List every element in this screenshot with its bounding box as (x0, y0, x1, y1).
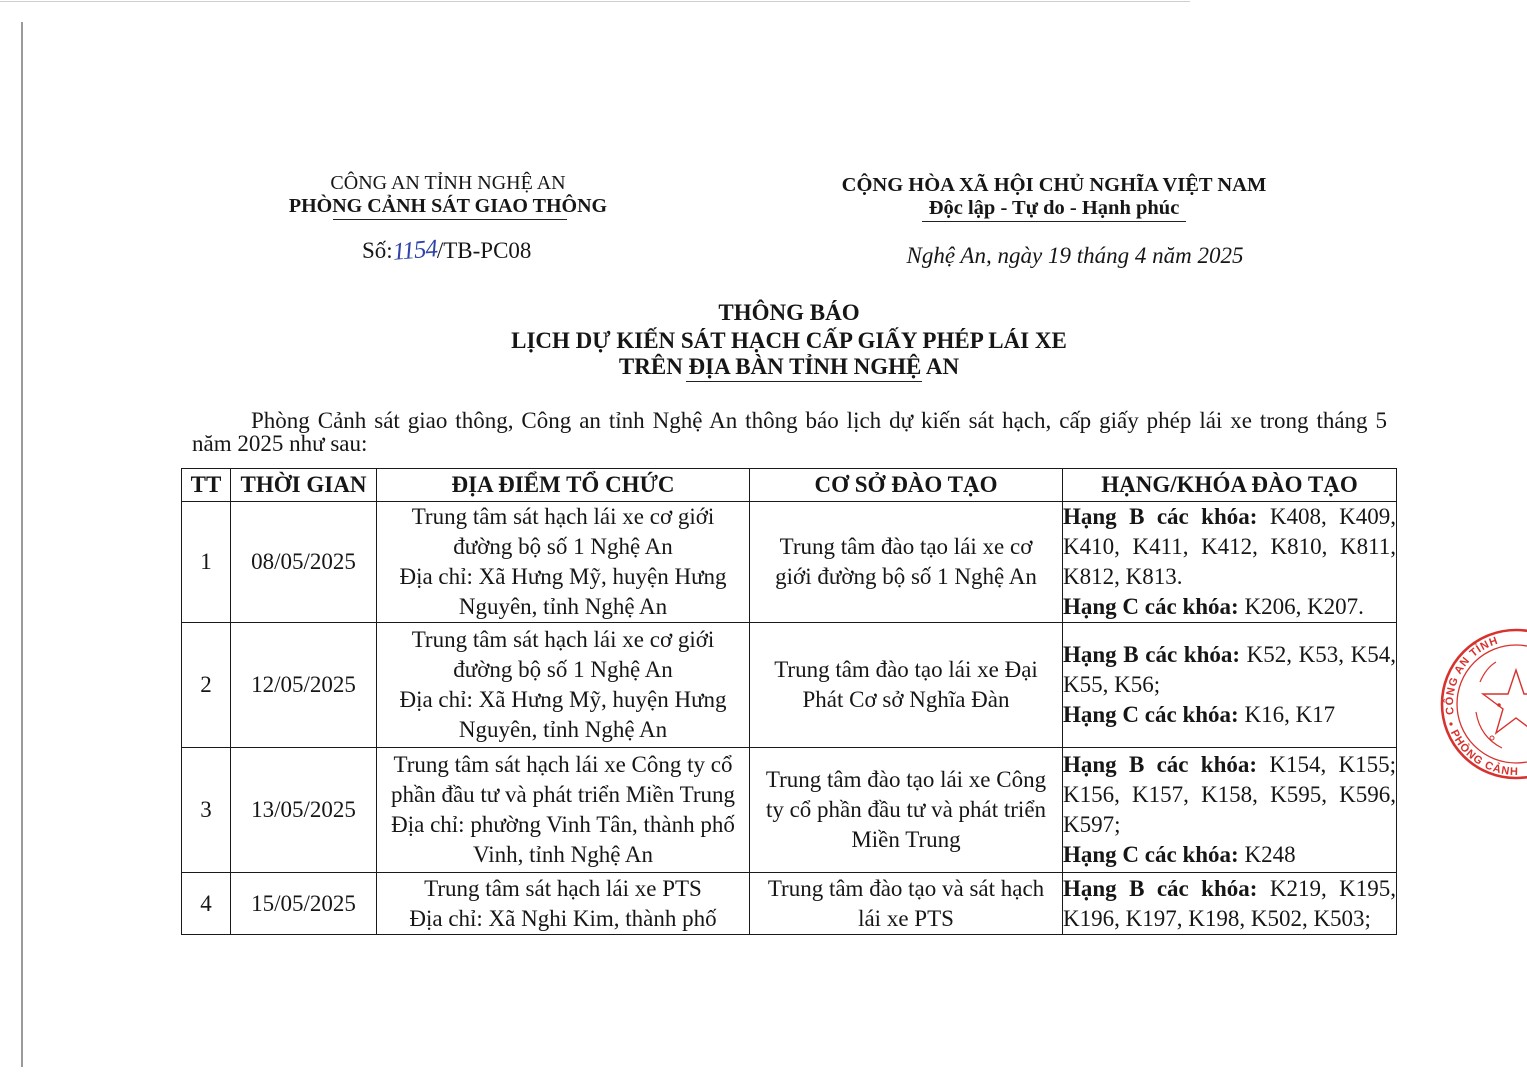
document-number-suffix: /TB-PC08 (436, 238, 532, 263)
grade-courses: K52, K53, K54, K55, K56; (1063, 642, 1396, 697)
table-row (182, 502, 1397, 623)
document-number (362, 236, 531, 266)
header-time: THỜI GIAN (231, 469, 377, 502)
seal-dot (1449, 722, 1452, 725)
cell-tt: 3 (182, 748, 231, 873)
table-row (182, 623, 1397, 748)
training-center-line: lái xe PTS (858, 905, 954, 931)
document-type-title: THÔNG BÁO (718, 300, 860, 325)
cell-location (377, 502, 750, 623)
table-row (182, 873, 1397, 935)
training-center-line: giới đường bộ số 1 Nghệ An (775, 564, 1037, 589)
grade-entry (1063, 502, 1396, 592)
document-title-line-2: LỊCH DỰ KIẾN SÁT HẠCH CẤP GIẤY PHÉP LÁI XE (511, 328, 1067, 353)
agency-name: CÔNG AN TỈNH NGHỆ AN (330, 172, 566, 194)
grade-entry (1063, 750, 1396, 840)
cell-location (377, 748, 750, 873)
grade-label: Hạng B các khóa: (1063, 875, 1258, 901)
training-center-line: Trung tâm đào tạo lái xe Đại (774, 657, 1038, 682)
grade-label: Hạng C các khóa: (1063, 594, 1239, 619)
location-line: Trung tâm sát hạch lái xe Công ty cổ (393, 752, 733, 777)
intro-line-2: năm 2025 như sau: (192, 431, 368, 456)
intro-line-1: Phòng Cảnh sát giao thông, Công an tỉnh Nghệ An thông báo lịch dự kiến sát hạch, cấp giấy phép lái xe trong tháng 5 (251, 408, 1387, 433)
grade-entry (1063, 592, 1396, 622)
grade-courses: K219, K195, K196, K197, K198, K502, K503; (1063, 875, 1396, 931)
location-line: Trung tâm sát hạch lái xe cơ giới (411, 627, 715, 652)
handwritten-number: 1154 (391, 235, 438, 266)
official-seal (1436, 612, 1527, 792)
training-center-line: Trung tâm đào tạo lái xe cơ (779, 534, 1033, 559)
cell-tt: 1 (182, 502, 231, 623)
seal-wreath (1480, 662, 1496, 682)
motto-underline (922, 221, 1186, 222)
location-line: đường bộ số 1 Nghệ An (453, 534, 673, 559)
cell-grades (1063, 623, 1397, 748)
grade-courses: K154, K155; K156, K157, K158, K595, K596, K597; (1063, 752, 1396, 837)
grade-entry (1063, 874, 1396, 934)
training-center-line: Trung tâm đào tạo lái xe Công (765, 767, 1047, 792)
location-line: Trung tâm sát hạch lái xe PTS (424, 875, 702, 901)
location-line: Nguyên, tỉnh Nghệ An (458, 594, 668, 619)
cell-location (377, 873, 750, 935)
location-line: Địa chỉ: Xã Hưng Mỹ, huyện Hưng (399, 564, 727, 589)
grade-entry (1063, 640, 1396, 700)
grade-courses: K16, K17 (1244, 702, 1336, 727)
seal-star-emblem (1483, 670, 1527, 733)
document-title-line-3: TRÊN ĐỊA BÀN TỈNH NGHỆ AN (618, 354, 960, 379)
seal-top-text-path: CÔNG AN TỈNH (1443, 634, 1501, 716)
grade-entry (1063, 700, 1396, 730)
national-motto: Độc lập - Tự do - Hạnh phúc (928, 197, 1180, 219)
grade-label: Hạng B các khóa: (1063, 642, 1241, 667)
cell-training-center (750, 748, 1063, 873)
schedule-table (181, 468, 1397, 935)
seal-ornament (1490, 736, 1494, 740)
grade-courses: K248 (1244, 842, 1296, 867)
training-center-line: Trung tâm đào tạo và sát hạch (767, 875, 1045, 901)
seal-wreath (1476, 712, 1502, 748)
grade-label: Hạng C các khóa: (1063, 842, 1239, 867)
grade-entry (1063, 840, 1396, 870)
table-row (182, 748, 1397, 873)
location-line: Trung tâm sát hạch lái xe cơ giới (411, 504, 715, 529)
seal-top-text (1443, 635, 1500, 716)
document-number-prefix: Số: (362, 238, 393, 263)
place-date: Nghệ An, ngày 19 tháng 4 năm 2025 (906, 243, 1244, 268)
training-center-line: Miền Trung (851, 827, 961, 852)
cell-grades (1063, 502, 1397, 623)
location-line: Địa chỉ: Xã Nghi Kim, thành phố (409, 905, 717, 931)
header-grades: HẠNG/KHÓA ĐÀO TẠO (1063, 469, 1397, 502)
cell-date: 15/05/2025 (231, 873, 377, 935)
seal-bottom-text-path: PHÒNG CẢNH (1447, 727, 1519, 779)
cell-date: 08/05/2025 (231, 502, 377, 623)
table-header-row (182, 469, 1397, 502)
grade-label: Hạng C các khóa: (1063, 702, 1239, 727)
seal-graphic (1436, 612, 1527, 792)
title-underline (686, 381, 922, 382)
cell-date: 12/05/2025 (231, 623, 377, 748)
cell-tt: 4 (182, 873, 231, 935)
cell-date: 13/05/2025 (231, 748, 377, 873)
location-line: Vinh, tỉnh Nghệ An (472, 842, 654, 867)
training-center-line: Phát Cơ sở Nghĩa Đàn (802, 687, 1010, 712)
grade-label: Hạng B các khóa: (1063, 752, 1258, 777)
cell-training-center (750, 873, 1063, 935)
department-underline (333, 219, 567, 220)
location-line: Địa chỉ: Xã Hưng Mỹ, huyện Hưng (399, 687, 727, 712)
location-line: đường bộ số 1 Nghệ An (453, 657, 673, 682)
training-center-line: ty cổ phần đầu tư và phát triển (765, 797, 1047, 822)
grade-label: Hạng B các khóa: (1063, 504, 1258, 529)
header-tt: TT (182, 469, 231, 502)
cell-grades (1063, 873, 1397, 935)
location-line: Nguyên, tỉnh Nghệ An (458, 717, 668, 742)
department-name: PHÒNG CẢNH SÁT GIAO THÔNG (288, 195, 608, 217)
location-line: phần đầu tư và phát triển Miền Trung (390, 782, 735, 807)
cell-training-center (750, 502, 1063, 623)
scan-edge-left (21, 22, 23, 1067)
country-name: CỘNG HÒA XÃ HỘI CHỦ NGHĨA VIỆT NAM (841, 174, 1267, 196)
cell-training-center (750, 623, 1063, 748)
grade-courses: K206, K207. (1244, 594, 1364, 619)
cell-tt: 2 (182, 623, 231, 748)
header-location: ĐỊA ĐIỂM TỔ CHỨC (377, 469, 750, 502)
header-training-center: CƠ SỞ ĐÀO TẠO (750, 469, 1063, 502)
grade-courses: K408, K409, K410, K411, K412, K810, K811, K812, K813. (1063, 504, 1396, 589)
cell-grades (1063, 748, 1397, 873)
cell-location (377, 623, 750, 748)
location-line: Địa chỉ: phường Vinh Tân, thành phố (391, 812, 735, 837)
scan-edge-top (0, 1, 1190, 2)
seal-ornament (1497, 703, 1501, 707)
